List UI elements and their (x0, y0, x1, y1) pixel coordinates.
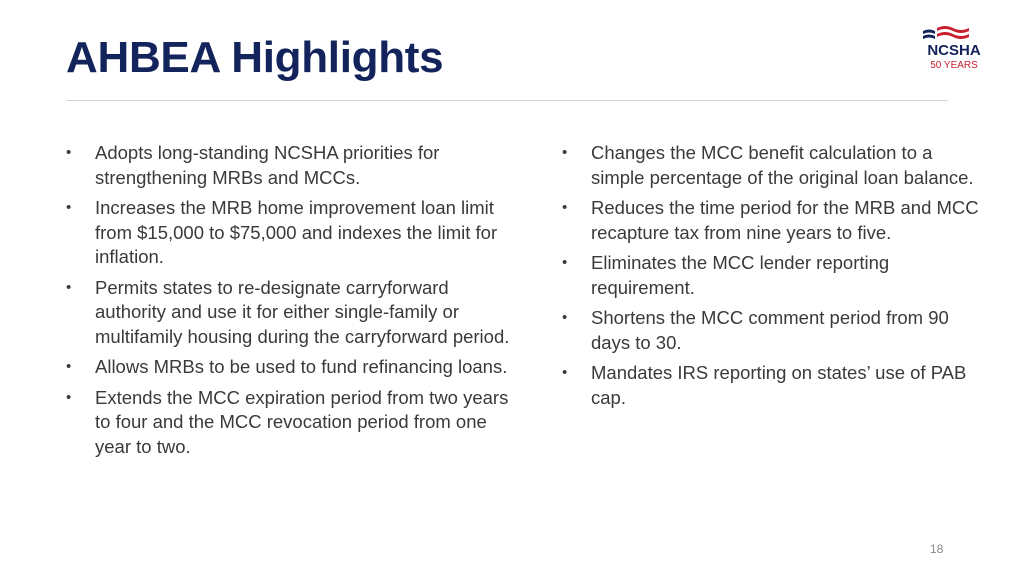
list-item (562, 196, 982, 245)
list-item (562, 251, 982, 300)
bullet-icon: • (66, 278, 72, 296)
list-item-text: Shortens the MCC comment period from 90 days to 30. (591, 307, 949, 353)
right-bullet-list (562, 141, 982, 416)
bullet-icon: • (66, 388, 72, 406)
list-item (66, 196, 516, 270)
list-item-text: Extends the MCC expiration period from two years to four and the MCC revocation period from one year to two. (95, 386, 509, 457)
logo-tagline-text: 50 YEARS (930, 60, 978, 71)
list-item (66, 355, 516, 380)
list-item (66, 141, 516, 190)
list-item (66, 386, 516, 460)
title-divider (66, 100, 948, 101)
bullet-icon: • (562, 254, 568, 271)
list-item (562, 361, 982, 410)
list-item-text: Mandates IRS reporting on states’ use of PAB cap. (591, 362, 967, 408)
list-item (562, 141, 982, 190)
page-title: AHBEA Highlights (66, 33, 444, 82)
bullet-icon: • (562, 309, 568, 326)
list-item-text: Reduces the time period for the MRB and MCC recapture tax from nine years to five. (591, 197, 979, 243)
ncsha-flag-logo-icon (917, 22, 991, 74)
list-item-text: Eliminates the MCC lender reporting requirement. (591, 252, 890, 298)
logo-org-text: NCSHA (927, 42, 981, 59)
bullet-icon: • (562, 364, 568, 381)
left-bullet-list (66, 141, 516, 465)
list-item (562, 306, 982, 355)
bullet-icon: • (562, 199, 568, 216)
list-item (66, 276, 516, 350)
bullet-icon: • (562, 144, 568, 161)
page-number: 18 (930, 542, 944, 556)
bullet-icon: • (66, 144, 72, 161)
bullet-icon: • (66, 199, 72, 216)
ncsha-logo (917, 22, 991, 74)
bullet-icon: • (66, 358, 72, 375)
list-item-text: Changes the MCC benefit calculation to a simple percentage of the original loan balance. (591, 142, 974, 188)
list-item-text: Allows MRBs to be used to fund refinancing loans. (95, 356, 508, 377)
list-item-text: Adopts long-standing NCSHA priorities for strengthening MRBs and MCCs. (95, 142, 440, 188)
list-item-text: Permits states to re-designate carryforward authority and use it for either single-family or multifamily housing during the carryforward period. (95, 276, 510, 347)
list-item-text: Increases the MRB home improvement loan limit from $15,000 to $75,000 and indexes the limit for inflation. (95, 197, 498, 267)
